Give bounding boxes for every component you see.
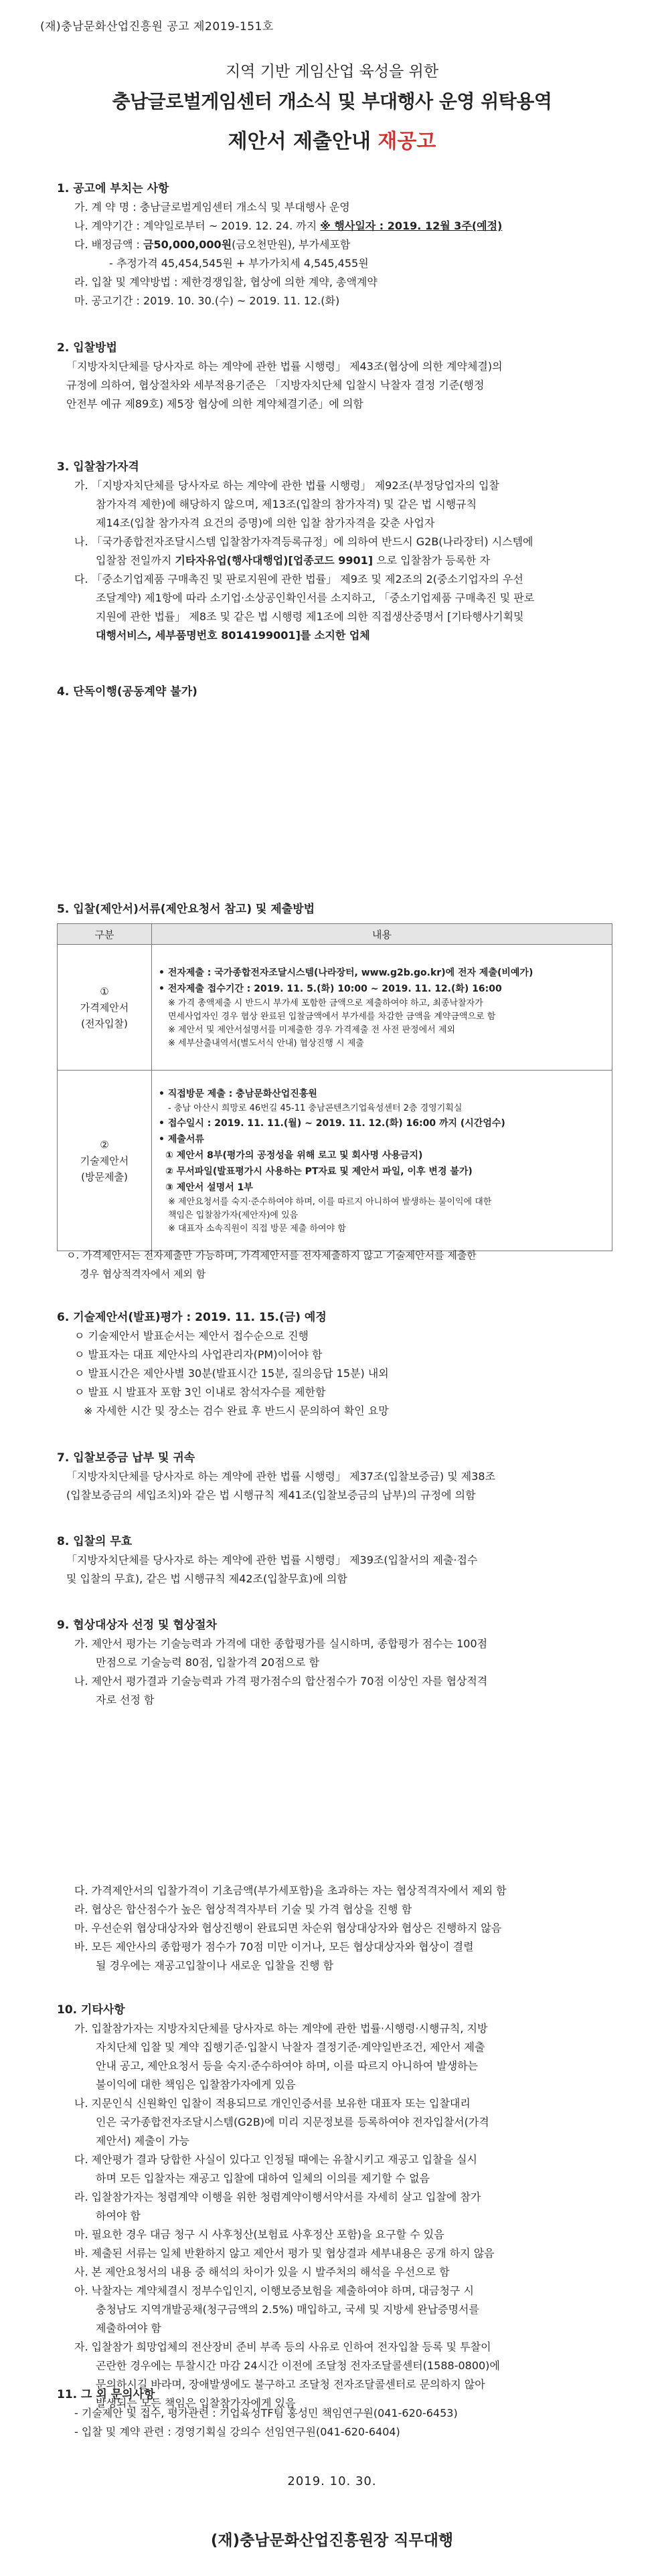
section-4 xyxy=(57,682,612,701)
qualification-c: 지원에 관한 법률」 제8조 및 같은 법 시행령 제1조에 의한 직접생산증명서 [기타행사기획및 xyxy=(96,610,524,623)
section-title: 1. 공고에 부치는 사항 xyxy=(57,182,169,195)
list-item: 하며 모든 입찰자는 재공고 입찰에 대하여 일체의 이의를 제기할 수 없음 xyxy=(96,2172,430,2185)
contract-name: 가. 계 약 명 : 충남글로벌게임센터 개소식 및 부대행사 운영 xyxy=(74,201,350,213)
section-10 xyxy=(57,2001,612,2413)
list-item: 안내 공고, 제안요청서 등을 숙지·준수하여야 하며, 이를 따르지 아니하여 발생하는 xyxy=(96,2059,479,2072)
section-1 xyxy=(57,179,612,310)
list-item: ㅇ 발표자는 대표 제안사의 사업관리자(PM)이어야 함 xyxy=(74,1348,323,1361)
section-5-note xyxy=(57,1246,612,1283)
paragraph: 규정에 의하여, 협상절차와 세부적용기준은 「지방자치단체 입찰시 낙찰자 결정 기준(행정 xyxy=(66,379,485,391)
section-8 xyxy=(57,1532,612,1588)
list-item: 자치단체 입찰 및 계약 집행기준·입찰시 낙찰자 결정기준·계약일반조건, 제안서 제출 xyxy=(96,2041,485,2053)
qualification-c: 대행서비스, 세부품명번호 8014199001]를 소지한 업체 xyxy=(96,629,370,642)
list-item: 바. 제출된 서류는 일체 반환하지 않고 제안서 평가 및 협상결과 세부내용은 공개 하지 않음 xyxy=(74,2247,495,2260)
list-item: 다. 제안평가 결과 당합한 사실이 있다고 인정될 때에는 유찰시키고 재공고 입찰을 실시 xyxy=(74,2153,477,2166)
qualification-b: 나. 「국가종합전자조달시스템 입찰참가자격등록규정」에 의하여 반드시 G2B(나라장터) 시스템에 xyxy=(74,535,533,548)
list-item: 라. 입찰참가자는 청렴계약 이행을 위한 청렴계약이행서약서를 자세히 살고 입찰에 참가 xyxy=(74,2191,481,2203)
table-row xyxy=(58,1071,612,1251)
industry-code: 기타자유업(행사대행업)[업종코드 9901] xyxy=(175,554,374,567)
contact-item: - 기술제안 및 접수, 평가관련 : 기업육성TF팀 홍성민 책임연구원(041-620-6453) xyxy=(74,2407,458,2419)
section-5 xyxy=(57,900,612,919)
section-title: 2. 입찰방법 xyxy=(57,341,117,355)
title-main: 제안서 제출안내 xyxy=(228,130,378,153)
notice-number: (재)충남문화산업진흥원 공고 제2019-151호 xyxy=(40,20,274,33)
qualification-a: 가. 「지방자치단체를 당사자로 하는 계약에 관한 법률 시행령」 제92조(부정당업자의 입찰 xyxy=(74,479,499,492)
list-item: 제출하여야 함 xyxy=(96,2322,161,2334)
section-title: 3. 입찰참가자격 xyxy=(57,460,139,474)
submission-table xyxy=(57,923,612,1251)
list-item: 문의하시길 바라며, 장애발생에도 불구하고 조달청 전자조달콜센터로 문의하지 않아 xyxy=(96,2378,485,2391)
list-item: 하여야 함 xyxy=(96,2209,141,2222)
row-content: • 직접방문 제출 : 충남문화산업진흥원 - 충남 아산시 희망로 46번길 45-11 충남콘텐츠기업육성센터 2층 경영기획실 • 접수일시 : 2019. 11. 11.(월) ~ 2019. 11. 12.(화) 16:00 까지 (시간엄수) • 제출서류 ① 제안서 8부(평가의 공정성을 위해 로고 및 회사명 사용금지) ② 무서파일(발표평가시 사용하는 PT자료 및 제안서 파일, 이후 변경 불가) ③ 제안서 설명서 1부 ※ 제안요청서를 숙지·준수하여야 하며, 이를 따르지 아니하여 발생하는 불이익에 대한 책임은 입찰참가자(제안자)에 있음 ※ 대표자 소속직원이 직접 방문 제출 하여야 함 xyxy=(152,1071,612,1251)
list-item: ㅇ 발표시간은 제안사별 30분(발표시간 15분, 질의응답 15분) 내외 xyxy=(74,1367,389,1380)
list-item: 제안서) 제출이 가능 xyxy=(96,2134,190,2147)
section-2 xyxy=(57,339,612,413)
list-item: 만점으로 기술능력 80점, 입찰가격 20점으로 함 xyxy=(96,1656,319,1669)
note: 경우 협상적격자에서 제외 함 xyxy=(80,1268,206,1280)
section-title: 8. 입찰의 무효 xyxy=(57,1535,133,1548)
paragraph: 「지방자치단체를 당사자로 하는 계약에 관한 법률 시행령」 제43조(협상에 의한 계약체결)의 xyxy=(66,360,503,373)
section-title: 9. 협상대상자 선정 및 협상절차 xyxy=(57,1619,218,1632)
list-item: 가. 입찰참가자는 지방자치단체를 당사자로 하는 계약에 관한 법률·시행령·시행규칙, 지방 xyxy=(74,2022,488,2035)
table-row xyxy=(58,945,612,1071)
qualification-a: 제14조(입찰 참가자격 요건의 증명)에 의한 입찰 참가자격을 갖춘 사업자 xyxy=(96,517,435,529)
list-item: 라. 협상은 합산점수가 높은 협상적격자부터 기술 및 가격 협상을 진행 함 xyxy=(74,1903,412,1916)
list-item: ㅇ 발표 시 발표자 포함 3인 이내로 참석자수를 제한함 xyxy=(74,1386,326,1398)
contract-period: 나. 계약기간 : 계약일로부터 ~ 2019. 12. 24. 까지 ※ 행사일자 : 2019. 12월 3주(예정) xyxy=(74,219,503,232)
notice-period: 마. 공고기간 : 2019. 10. 30.(수) ~ 2019. 11. 12.(화) xyxy=(74,294,340,307)
paragraph: 「지방자치단체를 당사자로 하는 계약에 관한 법률 시행령」 제37조(입찰보증금) 및 제38조 xyxy=(66,1470,496,1483)
list-item: 나. 지문인식 신원확인 입찰이 적용되므로 개인인증서를 보유한 대표자 또는 입찰대리 xyxy=(74,2097,471,2110)
note: ㅇ. 가격제안서는 전자제출만 가능하며, 가격제안서를 전자제출하지 않고 기술제안서를 제출한 xyxy=(66,1249,477,1261)
row-category: ① 가격제안서 (전자입찰) xyxy=(58,945,152,1071)
paragraph: 안전부 예규 제89호) 제5장 협상에 의한 계약체결기준」에 의함 xyxy=(66,397,363,410)
qualification-a: 참가자격 제한)에 해당하지 않으며, 제13조(입찰의 참가자격) 및 같은 법 시행규칙 xyxy=(96,498,477,511)
list-item: 바. 모든 제안사의 종합평가 점수가 70점 미만 이거나, 모든 협상대상자와 협상이 결렬 xyxy=(74,1940,474,1953)
list-item: 나. 제안서 평가결과 기술능력과 가격 평가점수의 합산점수가 70점 이상인 자를 협상적격 xyxy=(74,1675,488,1687)
list-item: 자로 선정 함 xyxy=(96,1693,155,1706)
row-category: ② 기술제안서 (방문제출) xyxy=(58,1071,152,1251)
list-item: 충청남도 지역개발공채(청구금액의 2.5%) 매입하고, 국세 및 지방세 완납증명서를 xyxy=(96,2303,479,2316)
list-item: 곤란한 경우에는 투찰시간 마감 24시간 이전에 조달청 전자조달콜센터(1588-0800)에 xyxy=(96,2359,500,2372)
paragraph: (입찰보증금의 세입조치)와 같은 법 시행규칙 제41조(입찰보증금의 납부)의 규정에 의함 xyxy=(66,1489,476,1501)
bid-method: 라. 입찰 및 계약방법 : 제한경쟁입찰, 협상에 의한 계약, 총액계약 xyxy=(74,276,378,288)
title-line-1: 지역 기반 게임산업 육성을 위한 xyxy=(225,63,439,80)
table-header: 내용 xyxy=(152,924,612,945)
contact-item: - 입찰 및 계약 관련 : 경영기획실 강의수 선임연구원(041-620-6404) xyxy=(74,2425,400,2438)
budget: 다. 배정금액 : 금50,000,000원(금오천만원), 부가세포함 xyxy=(74,238,351,251)
table-header: 구분 xyxy=(58,924,152,945)
section-title: 6. 기술제안서(발표)평가 : 2019. 11. 15.(금) 예정 xyxy=(57,1311,327,1324)
section-title: 10. 기타사항 xyxy=(57,2003,125,2017)
section-9-cont xyxy=(57,1881,612,1975)
paragraph: 및 입찰의 무효), 같은 법 시행규칙 제42조(입찰무효)에 의함 xyxy=(66,1572,347,1585)
list-item: 사. 본 제안요청서의 내용 중 해석의 차이가 있을 시 발주처의 해석을 우선으로 함 xyxy=(74,2266,450,2278)
list-item: 다. 가격제안서의 입찰가격이 기초금액(부가세포함)을 초과하는 자는 협상적격자에서 제외 함 xyxy=(74,1884,507,1897)
list-item: 불이익에 대한 책임은 입찰참가자에게 있음 xyxy=(96,2078,296,2091)
list-item: 마. 필요한 경우 대금 청구 시 사후청산(보험료 사후정산 포함)을 요구할 수 있음 xyxy=(74,2228,444,2241)
section-title: 4. 단독이행(공동계약 불가) xyxy=(57,685,197,699)
list-item: 자. 입찰참가 희망업체의 전산장비 준비 부족 등의 사유로 인하여 전자입찰 등록 및 투찰이 xyxy=(74,2340,491,2353)
section-7 xyxy=(57,1449,612,1505)
title-line-3 xyxy=(0,124,664,154)
qualification-b: 입찰참 전일까지 기타자유업(행사대행업)[업종코드 9901] 으로 입찰참가 등록한 자 xyxy=(96,554,491,567)
budget-amount: 금50,000,000원 xyxy=(143,238,232,251)
qualification-c: 조달계약) 제1항에 따라 소기업·소상공인확인서를 소지하고, 「중소기업제품 구매촉진 및 판로 xyxy=(96,591,535,604)
section-title: 11. 그 외 문의사항 xyxy=(57,2388,155,2401)
list-item: ㅇ 기술제안서 발표순서는 제안서 접수순으로 진행 xyxy=(74,1329,309,1342)
re-notice-label: 재공고 xyxy=(378,130,436,153)
section-6 xyxy=(57,1308,612,1420)
section-title: 7. 입찰보증금 납부 및 귀속 xyxy=(57,1451,195,1465)
estimated-price: - 추정가격 45,454,545원 + 부가가치세 4,545,455원 xyxy=(109,257,369,270)
section-9 xyxy=(57,1616,612,1710)
issuing-organization: (재)충남문화산업진흥원장 직무대행 xyxy=(210,2532,454,2549)
notice-date: 2019. 10. 30. xyxy=(287,2474,377,2488)
list-item: ※ 자세한 시간 및 장소는 검수 완료 후 반드시 문의하여 확인 요망 xyxy=(84,1404,389,1417)
list-item: 마. 우선순위 협상대상자와 협상진행이 완료되면 차순위 협상대상자와 협상은 진행하지 않음 xyxy=(74,1922,502,1934)
list-item: 가. 제안서 평가는 기술능력과 가격에 대한 종합평가를 실시하며, 종합평가 점수는 100점 xyxy=(74,1637,488,1650)
section-11 xyxy=(57,2385,612,2442)
list-item: 될 경우에는 재공고입찰이나 새로운 입찰을 진행 함 xyxy=(96,1959,334,1972)
row-content: • 전자제출 : 국가종합전자조달시스템(나라장터, www.g2b.go.kr)에 전자 제출(비예가) • 전자제출 접수기간 : 2019. 11. 5.(화) 10:00 ~ 2019. 11. 12.(화) 16:00 ※ 가격 총액제출 시 반드시 부가세 포함한 금액으로 제출하여야 하고, 최종낙찰자가 면세사업자인 경우 협상 완료된 입찰금액에서 부가세를 차감한 금액을 계약금액으로 함 ※ 제안서 및 제안서설명서를 미제출한 경우 가격제출 전 사전 판정에서 제외 ※ 세부산출내역서(별도서식 안내) 협상진행 시 제출 xyxy=(152,945,612,1071)
section-3 xyxy=(57,458,612,645)
section-title: 5. 입찰(제안서)서류(제안요청서 참고) 및 제출방법 xyxy=(57,903,315,916)
list-item: 발생되는 모든 책임은 입찰참가자에게 있음 xyxy=(96,2397,296,2409)
title-line-2: 충남글로벌게임센터 개소식 및 부대행사 운영 위탁용역 xyxy=(112,90,552,112)
list-item: 아. 낙찰자는 계약체결시 정부수입인지, 이행보증보험을 제출하여야 하며, 대금청구 시 xyxy=(74,2284,474,2297)
paragraph: 「지방자치단체를 당사자로 하는 계약에 관한 법률 시행령」 제39조(입찰서의 제출·접수 xyxy=(66,1554,478,1566)
qualification-c: 다. 「중소기업제품 구매촉진 및 판로지원에 관한 법률」 제9조 및 제2조의 2(중소기업자의 우선 xyxy=(74,573,523,585)
event-date: ※ 행사일자 : 2019. 12월 3주(예정) xyxy=(320,219,503,232)
list-item: 인은 국가종합전자조달시스템(G2B)에 미리 지문정보를 등록하여야 전자입찰서(가격 xyxy=(96,2116,489,2128)
